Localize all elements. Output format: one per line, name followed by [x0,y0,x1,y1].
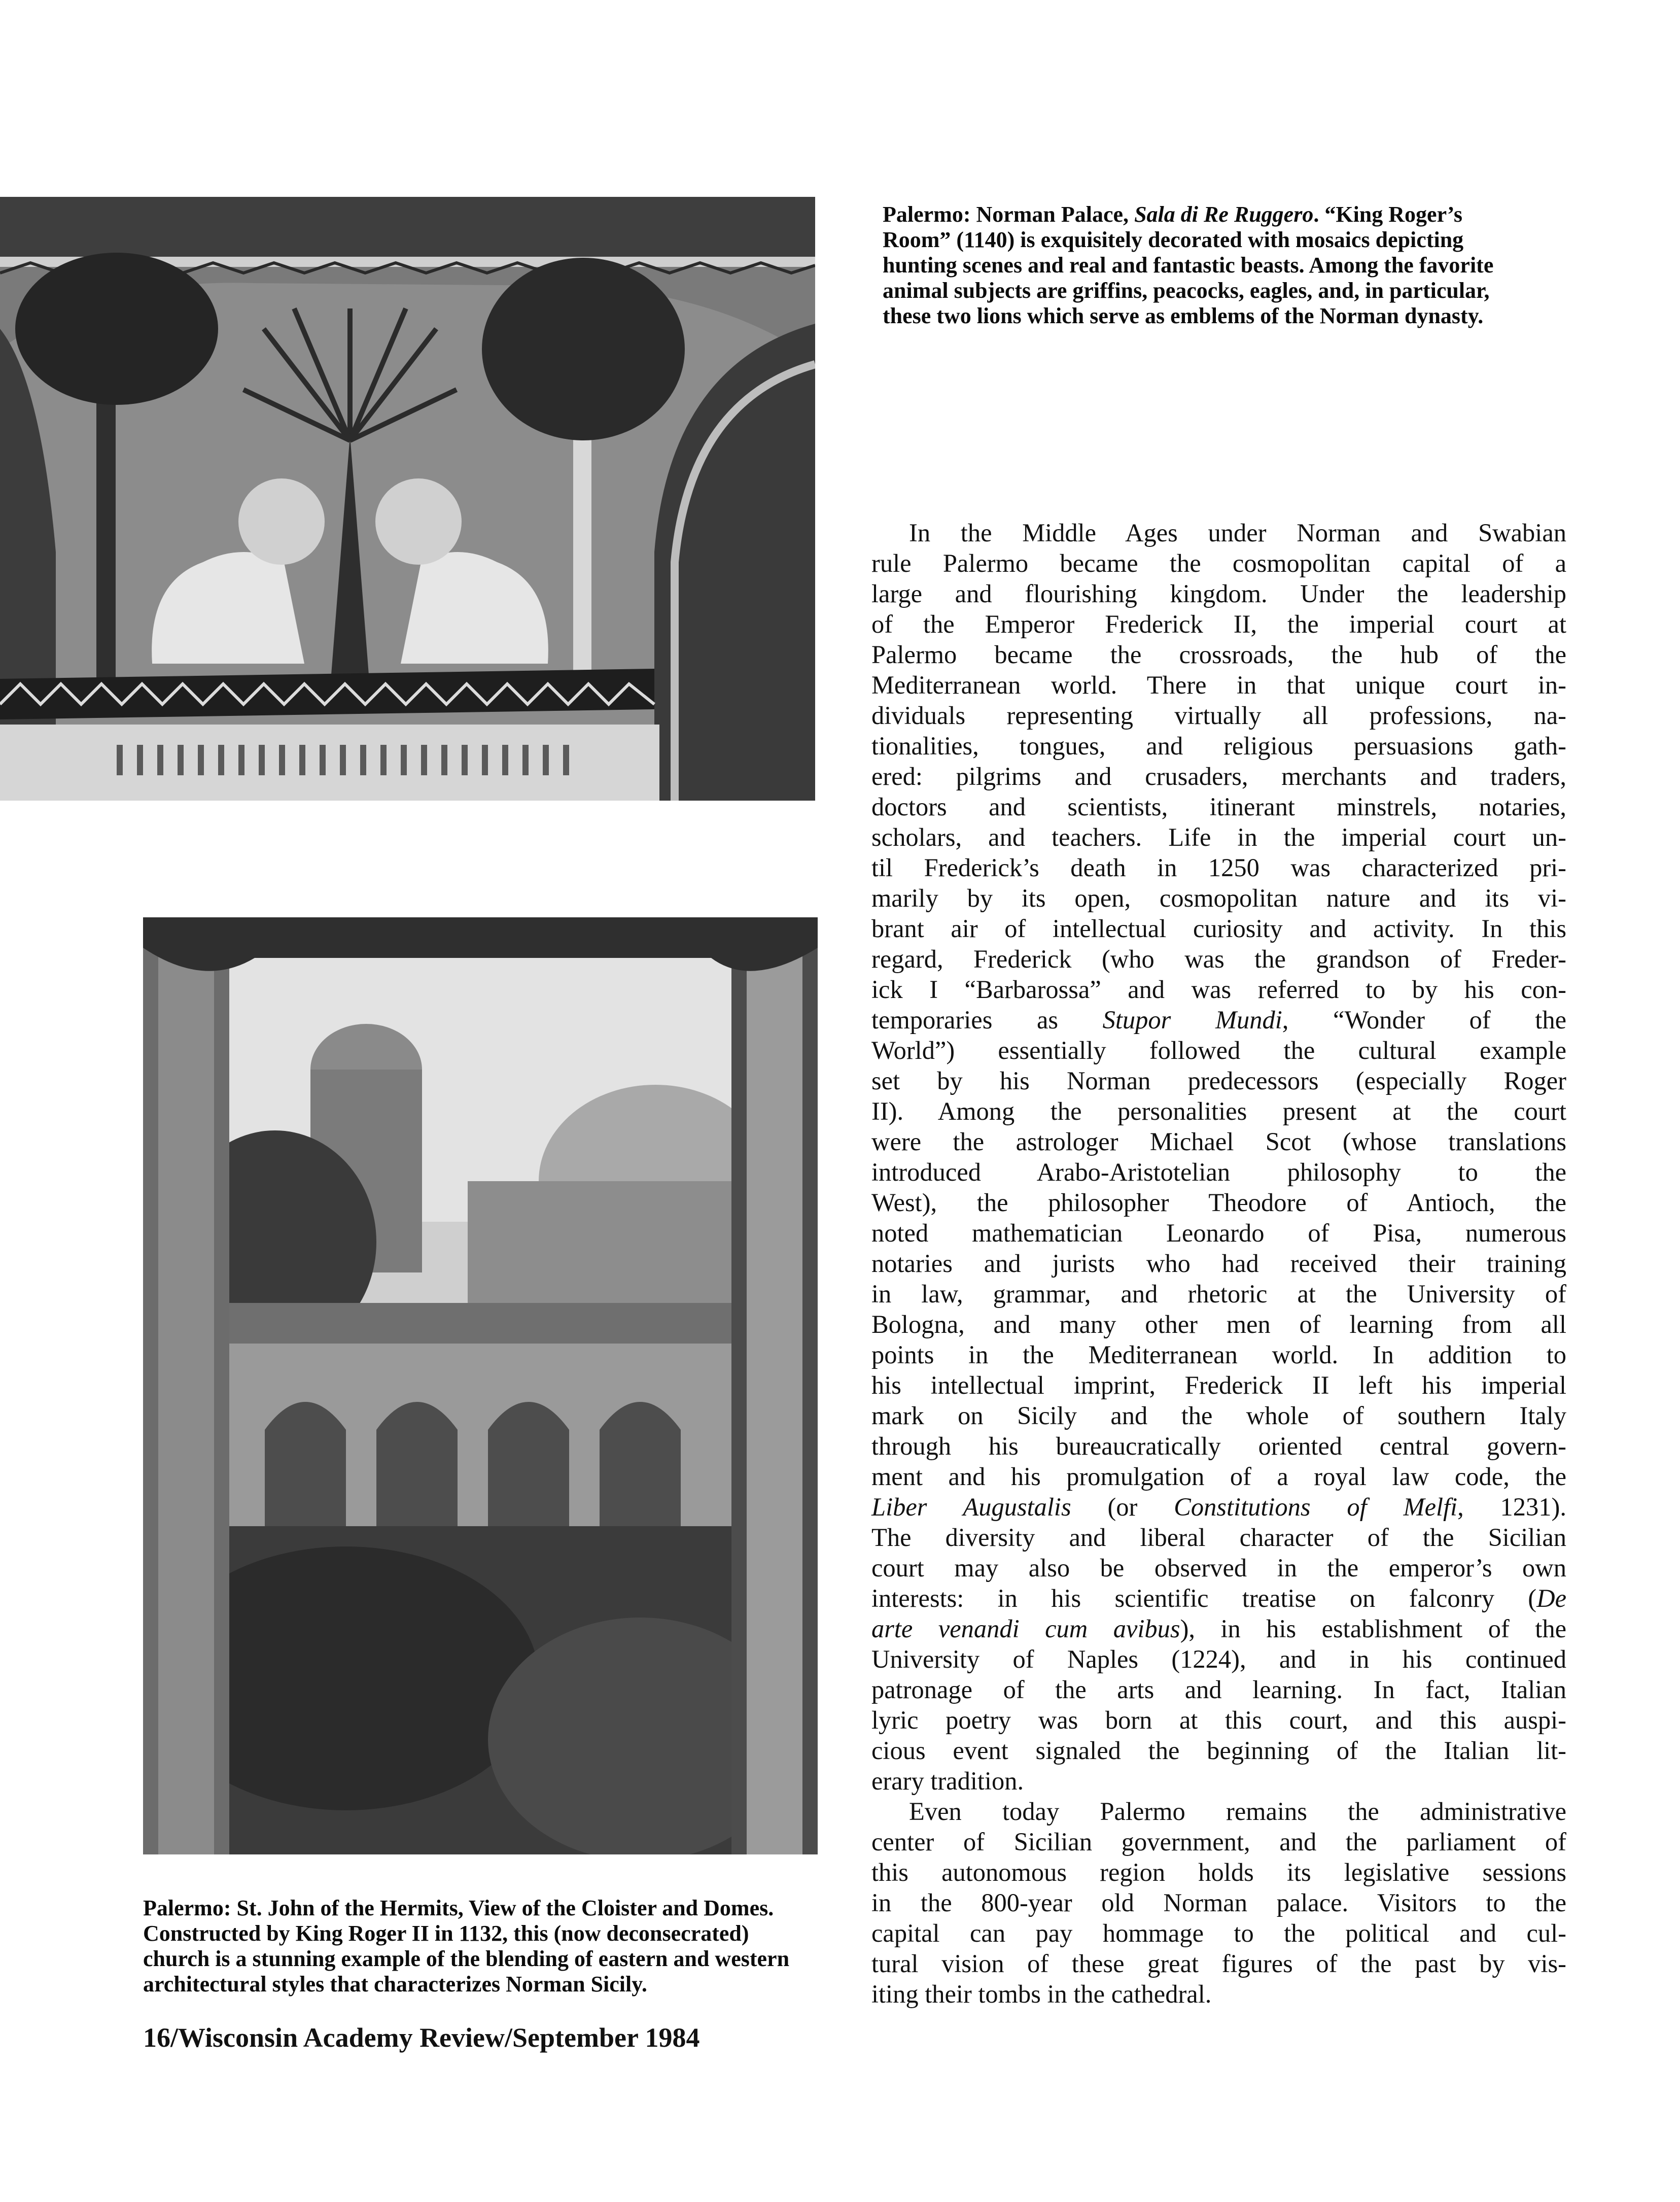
italic-text: Stupor Mundi [1102,1006,1282,1034]
italic-text: Constitutions of Melfi [1174,1493,1458,1521]
mosaic-photo [0,197,815,801]
text-line: notaries and jurists who had received their training [871,1249,1566,1278]
text-line: points in the Mediterranean world. In addition to [871,1340,1566,1369]
text-line: capital can pay hommage to the political and cul- [871,1919,1566,1947]
text-line: In the Middle Ages under Norman and Swabian [909,519,1566,547]
text-line: West), the philosopher Theodore of Antioch, the [871,1188,1566,1217]
text-line: marily by its open, cosmopolitan nature and its vi- [871,884,1566,912]
text-run: interests: in his scientific treatise on falconry ( [871,1584,1537,1612]
text-line [871,1492,1566,1522]
top-photo-caption [883,202,1501,329]
text-run: ), in his establishment of the [1180,1614,1566,1643]
text-line: court may also be observed in the emperor’s own [871,1554,1566,1582]
caption-text: Palermo: Norman Palace, [883,202,1135,227]
text-run: , 1231). [1457,1493,1566,1521]
text-line: large and flourishing kingdom. Under the leadership [871,579,1566,608]
text-line: in law, grammar, and rhetoric at the University of [871,1280,1566,1308]
text-line [871,1005,1566,1035]
text-line: center of Sicilian government, and the parliament of [871,1828,1566,1856]
text-line: dividuals representing virtually all professions, na- [871,701,1566,730]
text-line: doctors and scientists, itinerant minstrels, notaries, [871,793,1566,821]
text-line: ment and his promulgation of a royal law code, the [871,1462,1566,1491]
article-body [871,518,1566,2009]
text-line: introduced Arabo-Aristotelian philosophy to the [871,1158,1566,1186]
text-line: through his bureaucratically oriented central govern- [871,1432,1566,1460]
text-line: in the 800-year old Norman palace. Visitors to the [871,1888,1566,1917]
text-line: his intellectual imprint, Frederick II left his imperial [871,1371,1566,1399]
text-line: University of Naples (1224), and in his continued [871,1645,1566,1673]
text-line: World”) essentially followed the cultural example [871,1036,1566,1064]
text-line: rule Palermo became the cosmopolitan capital of a [871,549,1566,577]
text-line: mark on Sicily and the whole of southern Italy [871,1401,1566,1430]
text-line: Even today Palermo remains the administrative [909,1797,1566,1826]
mosaic-illustration [0,197,815,801]
text-line: this autonomous region holds its legislative sessions [871,1858,1566,1886]
cloister-illustration [143,917,818,1854]
text-line: were the astrologer Michael Scot (whose translations [871,1127,1566,1156]
cloister-photo [143,917,818,1854]
text-line: lyric poetry was born at this court, and this auspi- [871,1706,1566,1734]
page-footer: 16/Wisconsin Academy Review/September 1984 [143,2022,700,2053]
text-line: set by his Norman predecessors (especially Roger [871,1066,1566,1095]
text-line: Bologna, and many other men of learning from all [871,1310,1566,1338]
text-line: Palermo became the crossroads, the hub of the [871,640,1566,669]
text-line: cious event signaled the beginning of the Italian lit- [871,1736,1566,1765]
text-line: II). Among the personalities present at the court [871,1097,1566,1125]
text-run: temporaries as [871,1006,1103,1034]
text-line: ick I “Barbarossa” and was referred to by his con- [871,975,1566,1004]
caption-italic-text: Sala di Re Ruggero [1134,202,1314,227]
bottom-photo-caption: Palermo: St. John of the Hermits, View of the Cloister and Domes. Constructed by King Roger II in 1132, this (now deconsecrated) church is a stunning example of the blending of eastern and western architectural styles that characterizes Norman Sicily. [143,1896,790,1997]
italic-text: De [1536,1584,1566,1612]
text-line: erary tradition. [871,1767,1024,1795]
text-line: tionalities, tongues, and religious persuasions gath- [871,732,1566,760]
text-line: The diversity and liberal character of the Sicilian [871,1523,1566,1552]
text-line: tural vision of these great figures of the past by vis- [871,1949,1566,1978]
text-line: regard, Frederick (who was the grandson of Freder- [871,945,1566,973]
text-line: ered: pilgrims and crusaders, merchants and traders, [871,762,1566,790]
italic-text: arte venandi cum avibus [871,1614,1180,1643]
text-run: (or [1071,1493,1174,1521]
caption-text: . “King Roger’s Room” (1140) is exquisitely decorated with mosaics depicting hunting scenes and real and fantastic beasts. Among the favorite animal subjects are griffins, peacocks, eagles, and, in particular, these two lions which serve as emblems of the Norman dynasty. [883,202,1494,328]
text-run: , “Wonder of the [1282,1006,1567,1034]
text-line: iting their tombs in the cathedral. [871,1980,1212,2008]
text-line [871,1613,1566,1644]
text-line: noted mathematician Leonardo of Pisa, numerous [871,1219,1566,1247]
text-line: Mediterranean world. There in that unique court in- [871,671,1566,699]
text-line: brant air of intellectual curiosity and activity. In this [871,914,1566,943]
text-line [871,1583,1566,1613]
text-line: scholars, and teachers. Life in the imperial court un- [871,823,1566,851]
text-line: patronage of the arts and learning. In fact, Italian [871,1675,1566,1704]
text-line: of the Emperor Frederick II, the imperial court at [871,610,1566,638]
text-line: til Frederick’s death in 1250 was characterized pri- [871,853,1566,882]
italic-text: Liber Augustalis [871,1493,1071,1521]
